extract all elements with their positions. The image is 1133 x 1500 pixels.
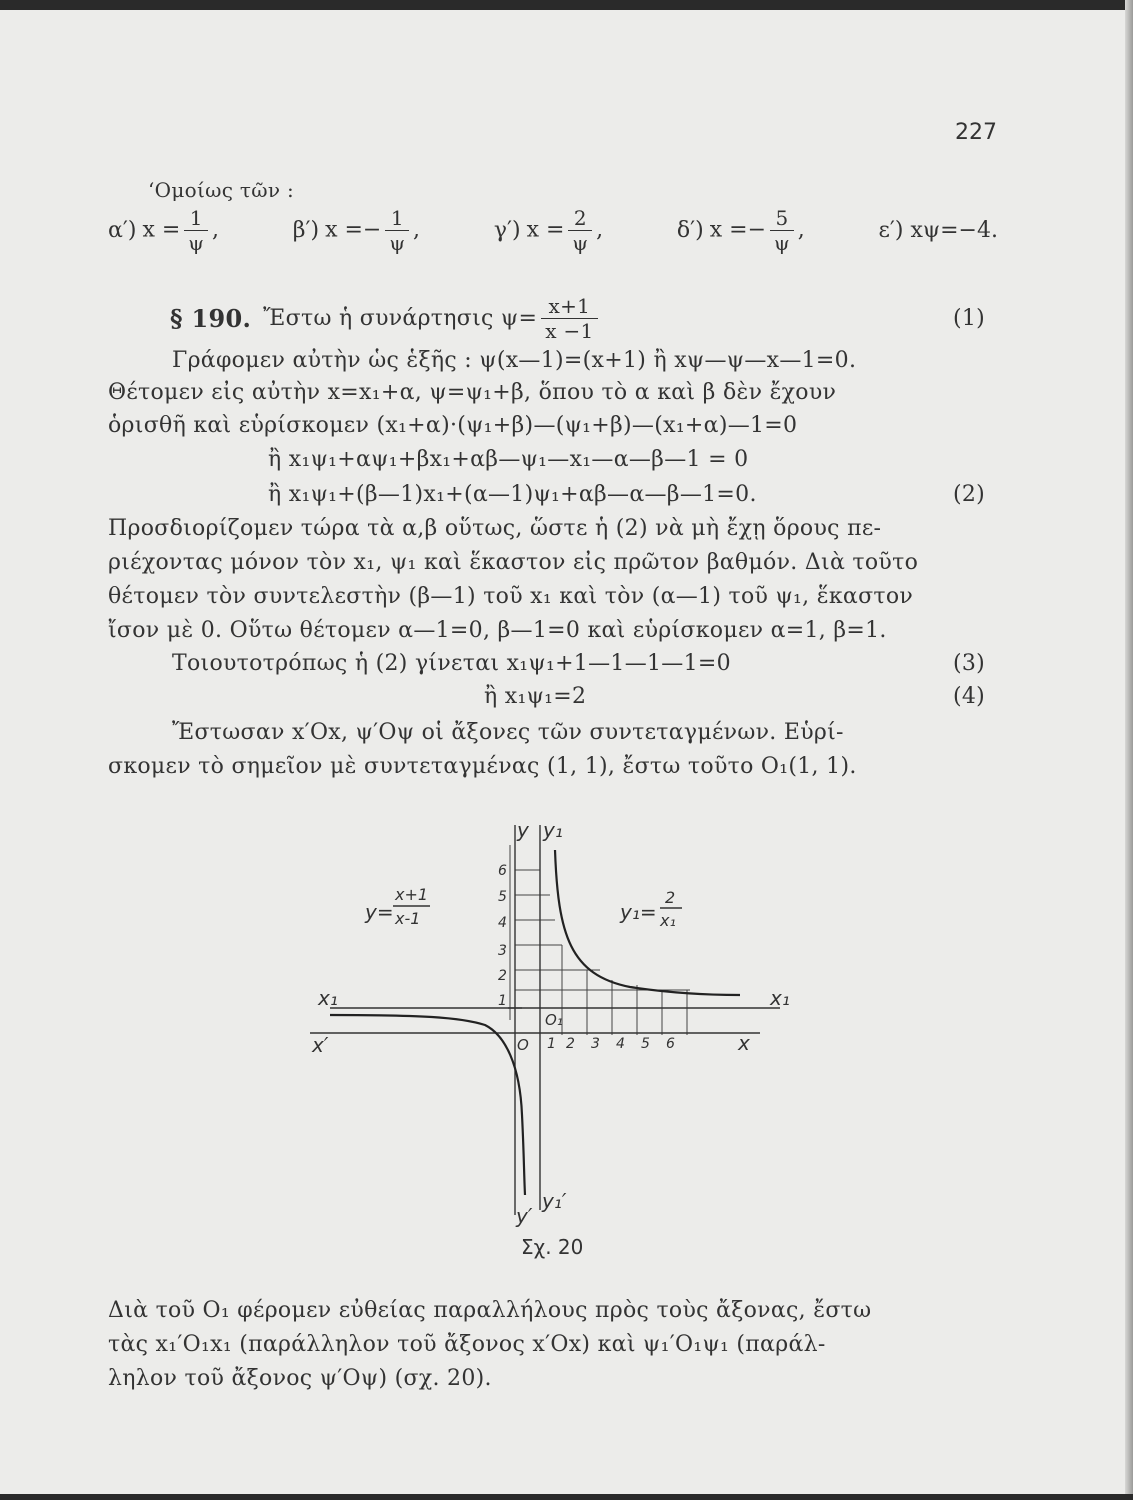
y-tick-4: 4	[498, 915, 507, 931]
y-axis-label: y	[517, 818, 529, 842]
x-tick-5: 5	[641, 1036, 650, 1052]
text-line-12: Ἔστωσαν x′Ox, ψ′Oψ οἱ ἄξονες τῶν συντεταγμένων. Εὑρί-	[172, 720, 844, 745]
text-line-13: σκομεν τὸ σημεῖον μὲ συντεταγμένας (1, 1), ἔστω τοῦτο O₁(1, 1).	[108, 754, 857, 779]
equation-number-3: (3)	[953, 651, 986, 676]
x-tick-6: 6	[666, 1036, 675, 1052]
text-line-5: ἢ x₁ψ₁+(β—1)x₁+(α—1)ψ₁+αβ—α—β—1=0.	[268, 482, 757, 507]
equation-number-1: (1)	[953, 306, 986, 331]
text-line-4: ἢ x₁ψ₁+αψ₁+βx₁+αβ—ψ₁—x₁—α—β—1 = 0	[268, 447, 749, 472]
text-line-3: ὁρισθῆ καὶ εὑρίσκομεν (x₁+α)·(ψ₁+β)—(ψ₁+β)—(x₁+α)—1=0	[108, 413, 798, 438]
text-line-1: Γράφομεν αὐτὴν ὡς ἑξῆς : ψ(x—1)=(x+1) ἢ xψ—ψ—x—1=0.	[172, 348, 857, 373]
y1prime-label: y₁′	[542, 1189, 567, 1213]
text-line-9: ἴσον μὲ 0. Οὕτω θέτομεν α—1=0, β—1=0 καὶ εὑρίσκομεν α=1, β=1.	[108, 618, 887, 643]
eq-right-num: 2	[665, 888, 676, 907]
x-tick-4: 4	[616, 1036, 625, 1052]
closing-line-3: ληλον τοῦ ἄξονος ψ′Oψ) (σχ. 20).	[108, 1366, 492, 1391]
section-text: Ἔστω ἡ συνάρτησις ψ=	[263, 306, 538, 331]
text-line-6: Προσδιορίζομεν τώρα τὰ α,β οὕτως, ὥστε ἡ (2) νὰ μὴ ἔχῃ ὅρους πε-	[108, 516, 882, 541]
equation-number-4: (4)	[953, 684, 986, 709]
intro-label: ‘Ομοίως τῶν :	[148, 178, 295, 202]
y1-axis-label: y₁	[543, 818, 563, 842]
yprime-label: y′	[516, 1204, 533, 1228]
text-line-10: Τοιουτοτρόπως ἡ (2) γίνεται x₁ψ₁+1—1—1—1=0	[172, 651, 731, 676]
examples-row	[108, 208, 998, 253]
x-tick-1: 1	[547, 1036, 556, 1052]
text-line-7: ριέχοντας μόνον τὸν x₁, ψ₁ καὶ ἕκαστον εἰς πρῶτον βαθμόν. Διὰ τοῦτο	[108, 550, 919, 575]
x-tick-3: 3	[591, 1036, 600, 1052]
x1-axis-label: x₁	[770, 986, 790, 1010]
page-edge-right	[1125, 0, 1133, 1500]
section-fraction-num: x+1	[548, 294, 591, 318]
page-number: 227	[955, 120, 997, 145]
eq-left-lhs: y=	[365, 900, 394, 924]
y-tick-6: 6	[498, 863, 507, 879]
scan-edge-top	[0, 0, 1133, 10]
x1prime-label: x₁	[318, 986, 338, 1010]
section-fraction-den: x −1	[541, 318, 597, 341]
origin-label: O	[517, 1036, 529, 1054]
section-190-heading	[170, 296, 602, 341]
y-tick-3: 3	[498, 943, 507, 959]
text-line-11: ἢ x₁ψ₁=2	[484, 684, 587, 709]
xprime-label: x′	[312, 1033, 329, 1057]
o1-label: O₁	[545, 1011, 563, 1029]
hyperbola-figure	[300, 815, 820, 1240]
eq-right-lhs: y₁=	[620, 900, 657, 924]
closing-line-1: Διὰ τοῦ O₁ φέρομεν εὐθείας παραλλήλους πρὸς τοὺς ἄξονας, ἔστω	[108, 1298, 872, 1323]
example-e: ε′) xψ=−4.	[878, 218, 998, 243]
example-a: α′) x = $\frac{1}{\psi}$ ,	[108, 206, 219, 255]
x-axis-label: x	[738, 1031, 750, 1055]
example-d: δ′) x =− $\frac{5}{\psi}$ ,	[676, 206, 805, 255]
figure-caption: Σχ. 20	[521, 1235, 584, 1259]
section-symbol: § 190.	[170, 304, 252, 333]
y-tick-1: 1	[498, 993, 507, 1009]
text-line-8: θέτομεν τὸν συντελεστὴν (β—1) τοῦ x₁ καὶ τὸν (α—1) τοῦ ψ₁, ἕκαστον	[108, 584, 914, 609]
closing-line-2: τὰς x₁′O₁x₁ (παράλληλον τοῦ ἄξονος x′Ox) καὶ ψ₁′O₁ψ₁ (παράλ-	[108, 1332, 826, 1357]
example-c: γ′) x = $\frac{2}{\psi}$ ,	[493, 206, 604, 255]
hyperbola-left-branch	[330, 1015, 525, 1195]
example-b: β′) x =− $\frac{1}{\psi}$ ,	[292, 206, 421, 255]
eq-left-den: x-1	[395, 909, 421, 928]
y-tick-5: 5	[498, 889, 507, 905]
text-line-2: Θέτομεν εἰς αὐτὴν x=x₁+α, ψ=ψ₁+β, ὅπου τὸ α καὶ β δὲν ἔχουν	[108, 380, 837, 405]
x-tick-2: 2	[566, 1036, 575, 1052]
scan-edge-bottom	[0, 1494, 1133, 1500]
eq-right-den: x₁	[660, 911, 676, 930]
equation-number-2: (2)	[953, 482, 986, 507]
y-tick-2: 2	[498, 968, 507, 984]
eq-left-num: x+1	[395, 885, 429, 904]
